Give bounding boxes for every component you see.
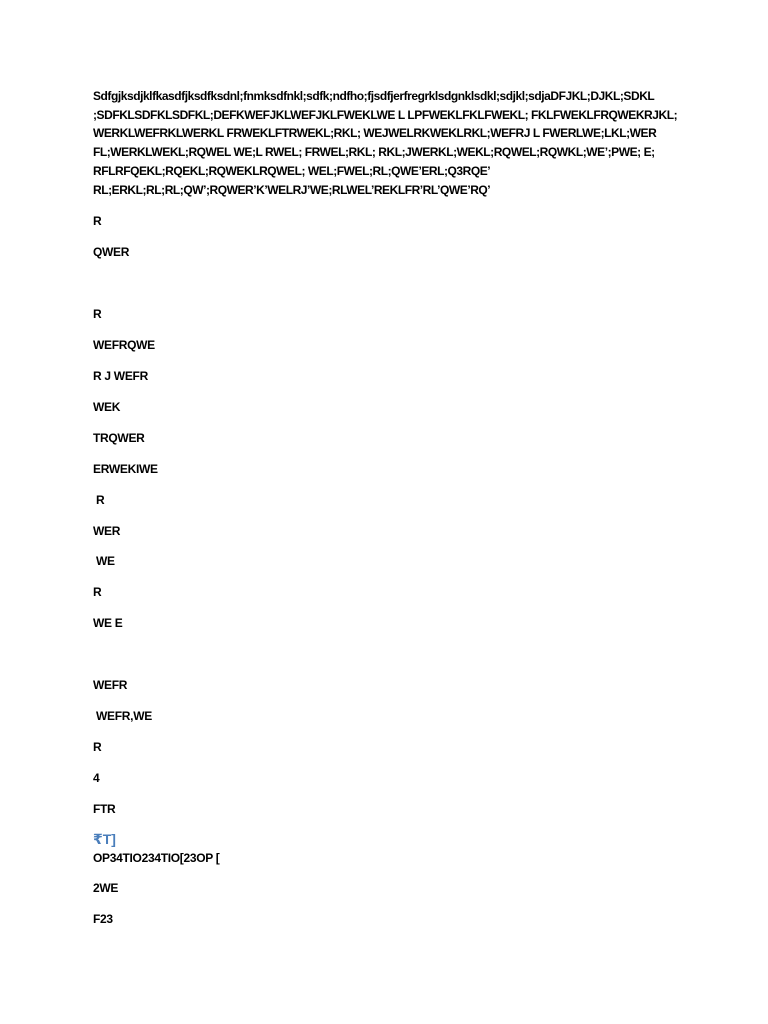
text-line: ERWEKIWE [93,462,158,476]
text-line: TRQWER [93,431,145,445]
text-line: WEK [93,400,121,414]
text-line: R J WEFR [93,369,148,383]
paragraph-line: ;SDFKLSDFKLSDFKL;DEFKWEFJKLWEFJKLFWEKLWE L LPFWEKLFKLFWEKL; FKLFWEKLFRQWEKRJKL; [93,107,678,122]
paragraph-line: WERKLWEFRKLWERKL FRWEKLFTRWEKL;RKL; WEJWELRKWEKLRKL;WEFRJ L FWERLWE;LKL;WER [93,126,657,141]
text-line: F23 [93,912,113,926]
section-heading: ₹T] [93,831,116,847]
text-line: WEFR,WE [93,709,152,723]
text-line: WEFRQWE [93,338,155,352]
paragraph-line: RL;ERKL;RL;RL;QW’;RQWER’K’WELRJ’WE;RLWEL’REKLFR’RL’QWE’RQ’ [93,182,491,197]
text-line: 4 [93,771,100,785]
paragraph-line: RFLRFQEKL;RQEKL;RQWEKLRQWEL; WEL;FWEL;RL;QWE’ERL;Q3RQE’ [93,163,491,178]
text-line: WER [93,524,121,538]
text-line: QWER [93,245,130,259]
text-line: 2WE [93,881,119,895]
text-line: OP34TIO234TIO[23OP [ [93,851,220,865]
paragraph-line: FL;WERKLWEKL;RQWEL WE;L RWEL; FRWEL;RKL; RKL;JWERKL;WEKL;RQWEL;RQWKL;WE’;PWE; E; [93,145,655,160]
text-line: WE [93,554,115,568]
text-line: R [93,307,102,321]
paragraph-line: Sdfgjksdjklfkasdfjksdfksdnl;fnmksdfnkl;sdfk;ndfho;fjsdfjerfregrklsdgnklsdkl;sdjkl;sdjaDFJKL;DJKL;SDKL [93,89,655,103]
text-line: R [93,493,105,507]
text-line: WE E [93,616,123,630]
text-line: WEFR [93,678,128,692]
text-line: R [93,585,102,599]
text-line: FTR [93,802,116,816]
text-line: R [93,214,102,228]
body-paragraph [93,87,683,199]
text-line: R [93,740,102,754]
